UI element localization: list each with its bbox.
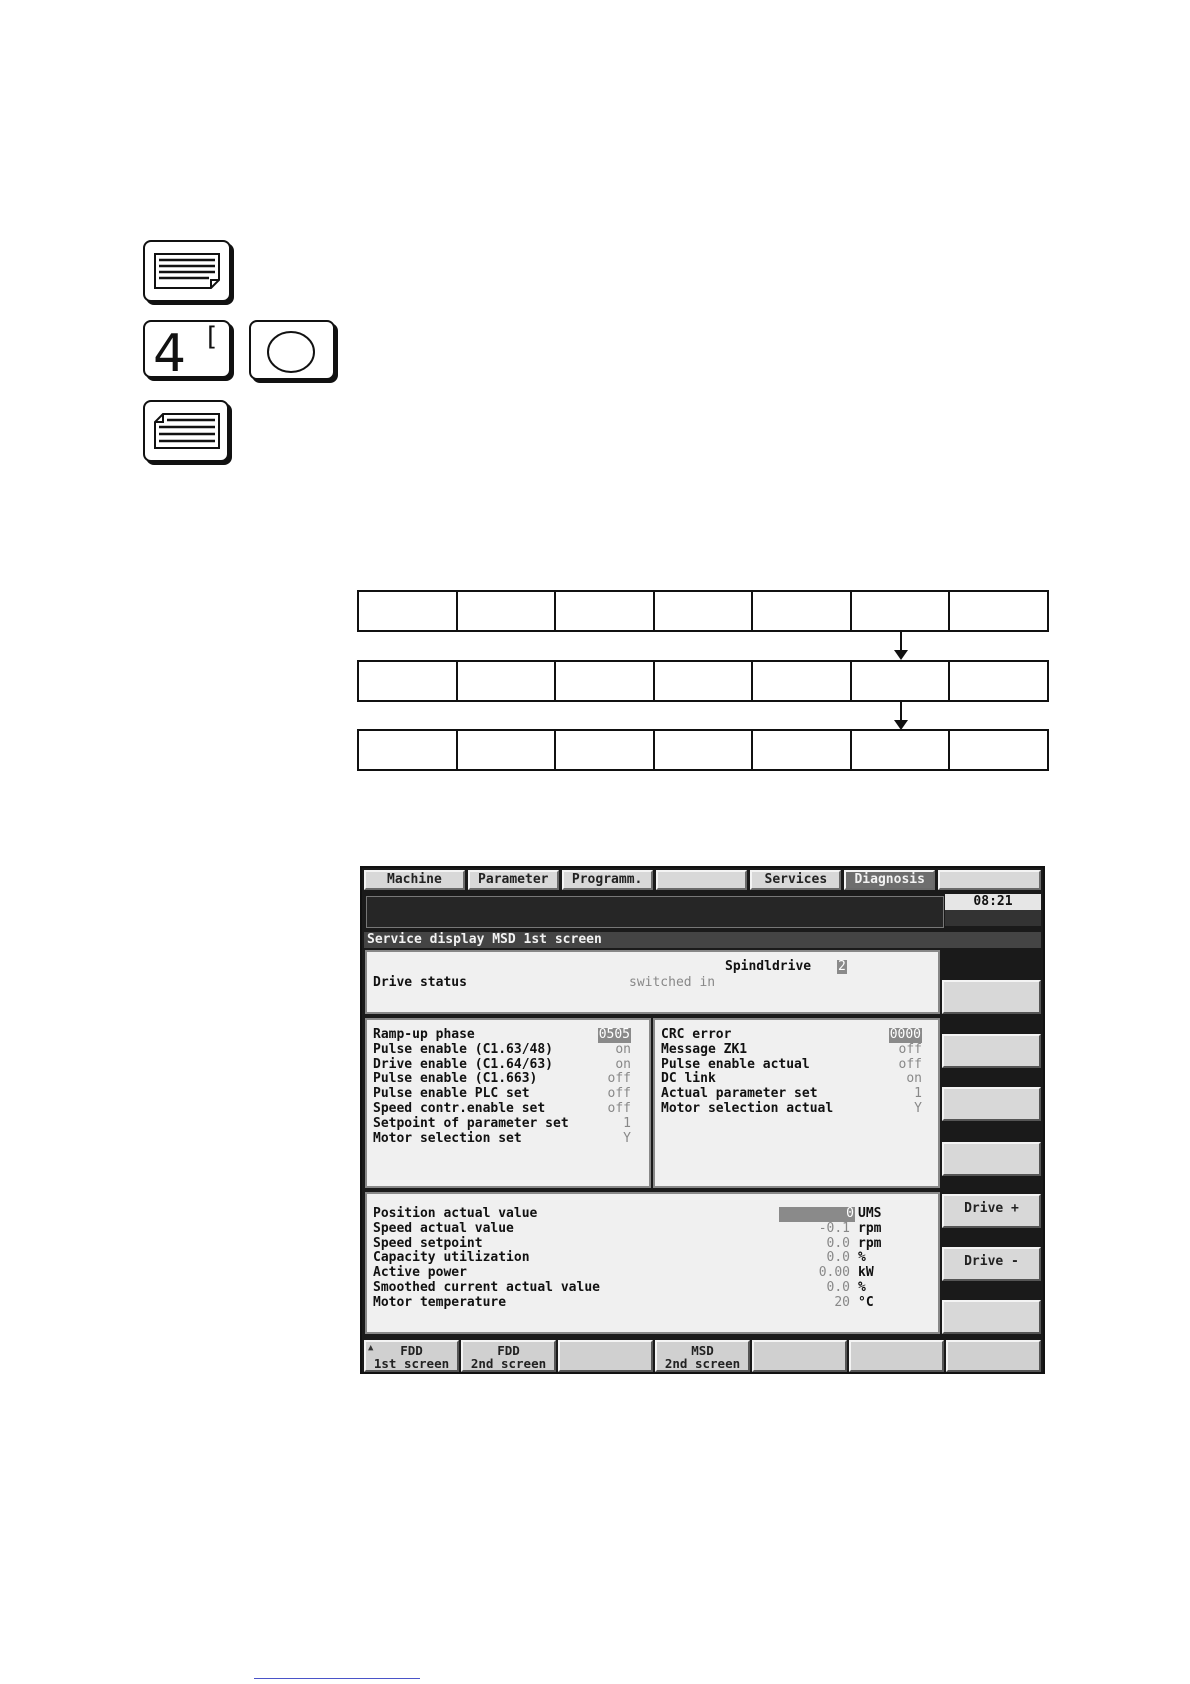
list-item [367, 1058, 649, 1073]
row-value: off [607, 1100, 631, 1116]
row-label: Pulse enable PLC set [373, 1086, 530, 1102]
list-item [367, 1072, 649, 1087]
row-value: 20 [834, 1294, 850, 1310]
drive-plus-softkey[interactable]: Drive + [942, 1194, 1041, 1228]
horizontal-softkey-5[interactable] [752, 1340, 847, 1372]
softkey-label: FDD [400, 1343, 423, 1358]
tab-empty-1[interactable] [656, 870, 748, 890]
row-value: 0.0 [826, 1235, 850, 1251]
row-value[interactable]: 0505 [598, 1027, 630, 1042]
row-value: on [906, 1071, 922, 1087]
horizontal-softkey-bar [364, 1340, 1041, 1372]
measurements-panel [365, 1192, 940, 1334]
softkey-label: FDD [497, 1343, 520, 1358]
tab-diagnosis[interactable]: Diagnosis [844, 870, 935, 890]
softkey-grid-cell [950, 662, 1047, 700]
row-label: Speed actual value [373, 1220, 514, 1236]
row-value: 0.0 [826, 1250, 850, 1266]
page-back-key [143, 400, 229, 462]
softkey-grid-cell [753, 592, 852, 630]
digit-key-label: 4 [153, 324, 187, 384]
row-value: on [615, 1056, 631, 1072]
row-value: off [898, 1041, 922, 1057]
digit-key-bracket: [ [207, 322, 218, 352]
list-item [367, 1102, 649, 1117]
row-label: Motor selection set [373, 1130, 522, 1146]
softkey-grid-cell [655, 662, 754, 700]
softkey-label: 2nd screen [470, 1356, 547, 1371]
list-item [367, 1028, 649, 1043]
table-row [367, 1207, 938, 1222]
list-item [655, 1058, 938, 1073]
left-status-panel [365, 1018, 651, 1188]
circle-key [249, 320, 335, 380]
row-label: Drive enable (C1.64/63) [373, 1056, 554, 1072]
drive-minus-softkey[interactable]: Drive - [942, 1247, 1041, 1281]
fdd-1st-screen-softkey[interactable] [364, 1340, 459, 1372]
row-value[interactable]: 0000 [889, 1027, 921, 1042]
row-value: 0.00 [818, 1265, 850, 1281]
softkey-grid-cell [359, 731, 458, 769]
row-value: Y [914, 1100, 922, 1116]
vertical-softkey-4[interactable] [942, 1142, 1041, 1176]
clock-bar [945, 910, 1041, 926]
row-value: 1 [914, 1086, 922, 1102]
softkey-grid-cell [753, 731, 852, 769]
digit-4-key [143, 320, 231, 384]
page-forward-icon [145, 242, 229, 300]
table-row [367, 1222, 938, 1237]
softkey-grid-cell [458, 592, 557, 630]
softkey-grid-cell [655, 731, 754, 769]
softkey-grid-cell [852, 592, 951, 630]
row-value[interactable]: 0 [779, 1207, 855, 1222]
row-label: Position actual value [373, 1206, 538, 1221]
row-unit: rpm [858, 1220, 882, 1236]
list-item [655, 1043, 938, 1058]
page-forward-key [143, 240, 231, 302]
row-label: Speed contr.enable set [373, 1100, 546, 1116]
softkey-grid-cell [359, 592, 458, 630]
screen-title: Service display MSD 1st screen [364, 932, 1041, 948]
softkey-grid-cell [852, 662, 951, 700]
row-value: off [607, 1071, 631, 1087]
tab-parameter[interactable]: Parameter [468, 870, 559, 890]
row-label: Pulse enable actual [661, 1056, 810, 1072]
softkey-grid-cell [950, 592, 1047, 630]
list-item [367, 1043, 649, 1058]
row-label: Setpoint of parameter set [373, 1115, 569, 1131]
softkey-grid-row-2 [357, 660, 1049, 702]
list-item [655, 1072, 938, 1087]
row-value: Y [623, 1130, 631, 1146]
table-row [367, 1251, 938, 1266]
row-unit: % [858, 1250, 866, 1266]
softkey-grid-cell [950, 731, 1047, 769]
fdd-2nd-screen-softkey[interactable] [461, 1340, 556, 1372]
row-label: Pulse enable (C1.63/48) [373, 1041, 554, 1057]
table-row [367, 1296, 938, 1311]
row-label: Capacity utilization [373, 1250, 530, 1266]
spindle-drive-label: Spindldrive [725, 959, 812, 974]
drive-status-value: switched in [629, 975, 716, 990]
row-value: 0.0 [826, 1279, 850, 1295]
row-unit: °C [858, 1294, 874, 1310]
menu-tabs [364, 870, 1041, 892]
footer-rule [254, 1678, 420, 1679]
right-status-panel [653, 1018, 940, 1188]
row-unit: kW [858, 1265, 874, 1281]
circle-icon [251, 322, 333, 378]
list-item [655, 1102, 938, 1117]
list-item [367, 1132, 649, 1147]
vertical-softkey-1[interactable] [942, 980, 1041, 1014]
row-unit: % [858, 1279, 866, 1295]
page-back-icon [145, 402, 227, 460]
row-label: Smoothed current actual value [373, 1279, 600, 1295]
row-label: Motor selection actual [661, 1100, 834, 1116]
service-display-screen [360, 866, 1045, 1374]
drive-status-panel [365, 950, 940, 1014]
down-arrow-2 [900, 702, 902, 728]
softkey-grid-cell [556, 662, 655, 700]
tab-services[interactable]: Services [750, 870, 841, 890]
list-item [367, 1087, 649, 1102]
row-value: 1 [623, 1115, 631, 1131]
softkey-grid-cell [458, 731, 557, 769]
tab-empty-2[interactable] [938, 870, 1041, 890]
softkey-grid-cell [556, 592, 655, 630]
list-item [367, 1117, 649, 1132]
row-label: Message ZK1 [661, 1041, 748, 1057]
row-unit: rpm [858, 1235, 882, 1251]
row-value: -0.1 [818, 1220, 850, 1236]
row-value: off [898, 1056, 922, 1072]
horizontal-softkey-6[interactable] [849, 1340, 944, 1372]
softkey-grid-row-3 [357, 729, 1049, 771]
list-item [655, 1087, 938, 1102]
softkey-grid-cell [655, 592, 754, 630]
row-label: Speed setpoint [373, 1235, 483, 1251]
horizontal-softkey-3[interactable] [558, 1340, 653, 1372]
row-label: Pulse enable (C1.663) [373, 1071, 538, 1087]
softkey-label: 2nd screen [664, 1356, 741, 1371]
row-value: off [607, 1086, 631, 1102]
horizontal-softkey-7[interactable] [946, 1340, 1041, 1372]
row-unit: UMS [858, 1206, 882, 1221]
tab-machine[interactable]: Machine [364, 870, 465, 890]
softkey-grid-cell [753, 662, 852, 700]
softkey-grid-cell [852, 731, 951, 769]
softkey-grid-row-1 [357, 590, 1049, 632]
recall-icon: ▲ [368, 1343, 374, 1353]
list-item [655, 1028, 938, 1043]
row-label: Ramp-up phase [373, 1027, 475, 1042]
table-row [367, 1281, 938, 1296]
row-value: on [615, 1041, 631, 1057]
softkey-grid-cell [556, 731, 655, 769]
drive-status-label: Drive status [373, 975, 467, 990]
softkey-grid-cell [359, 662, 458, 700]
softkey-grid-cell [458, 662, 557, 700]
softkey-label: MSD [691, 1343, 714, 1358]
down-arrow-1 [900, 632, 902, 658]
spindle-drive-number[interactable]: 2 [838, 959, 846, 974]
table-row [367, 1237, 938, 1252]
row-label: Actual parameter set [661, 1086, 818, 1102]
vertical-softkey-3[interactable] [942, 1087, 1041, 1121]
msd-2nd-screen-softkey[interactable] [655, 1340, 750, 1372]
vertical-softkey-2[interactable] [942, 1034, 1041, 1068]
message-bar [366, 896, 944, 928]
softkey-label: 1st screen [373, 1356, 450, 1371]
table-row [367, 1266, 938, 1281]
tab-programm[interactable]: Programm. [562, 870, 653, 890]
row-label: CRC error [661, 1027, 732, 1042]
vertical-softkey-7[interactable] [942, 1300, 1041, 1334]
row-label: DC link [661, 1071, 716, 1087]
row-label: Motor temperature [373, 1294, 507, 1310]
row-label: Active power [373, 1265, 467, 1281]
clock: 08:21 [945, 894, 1041, 910]
